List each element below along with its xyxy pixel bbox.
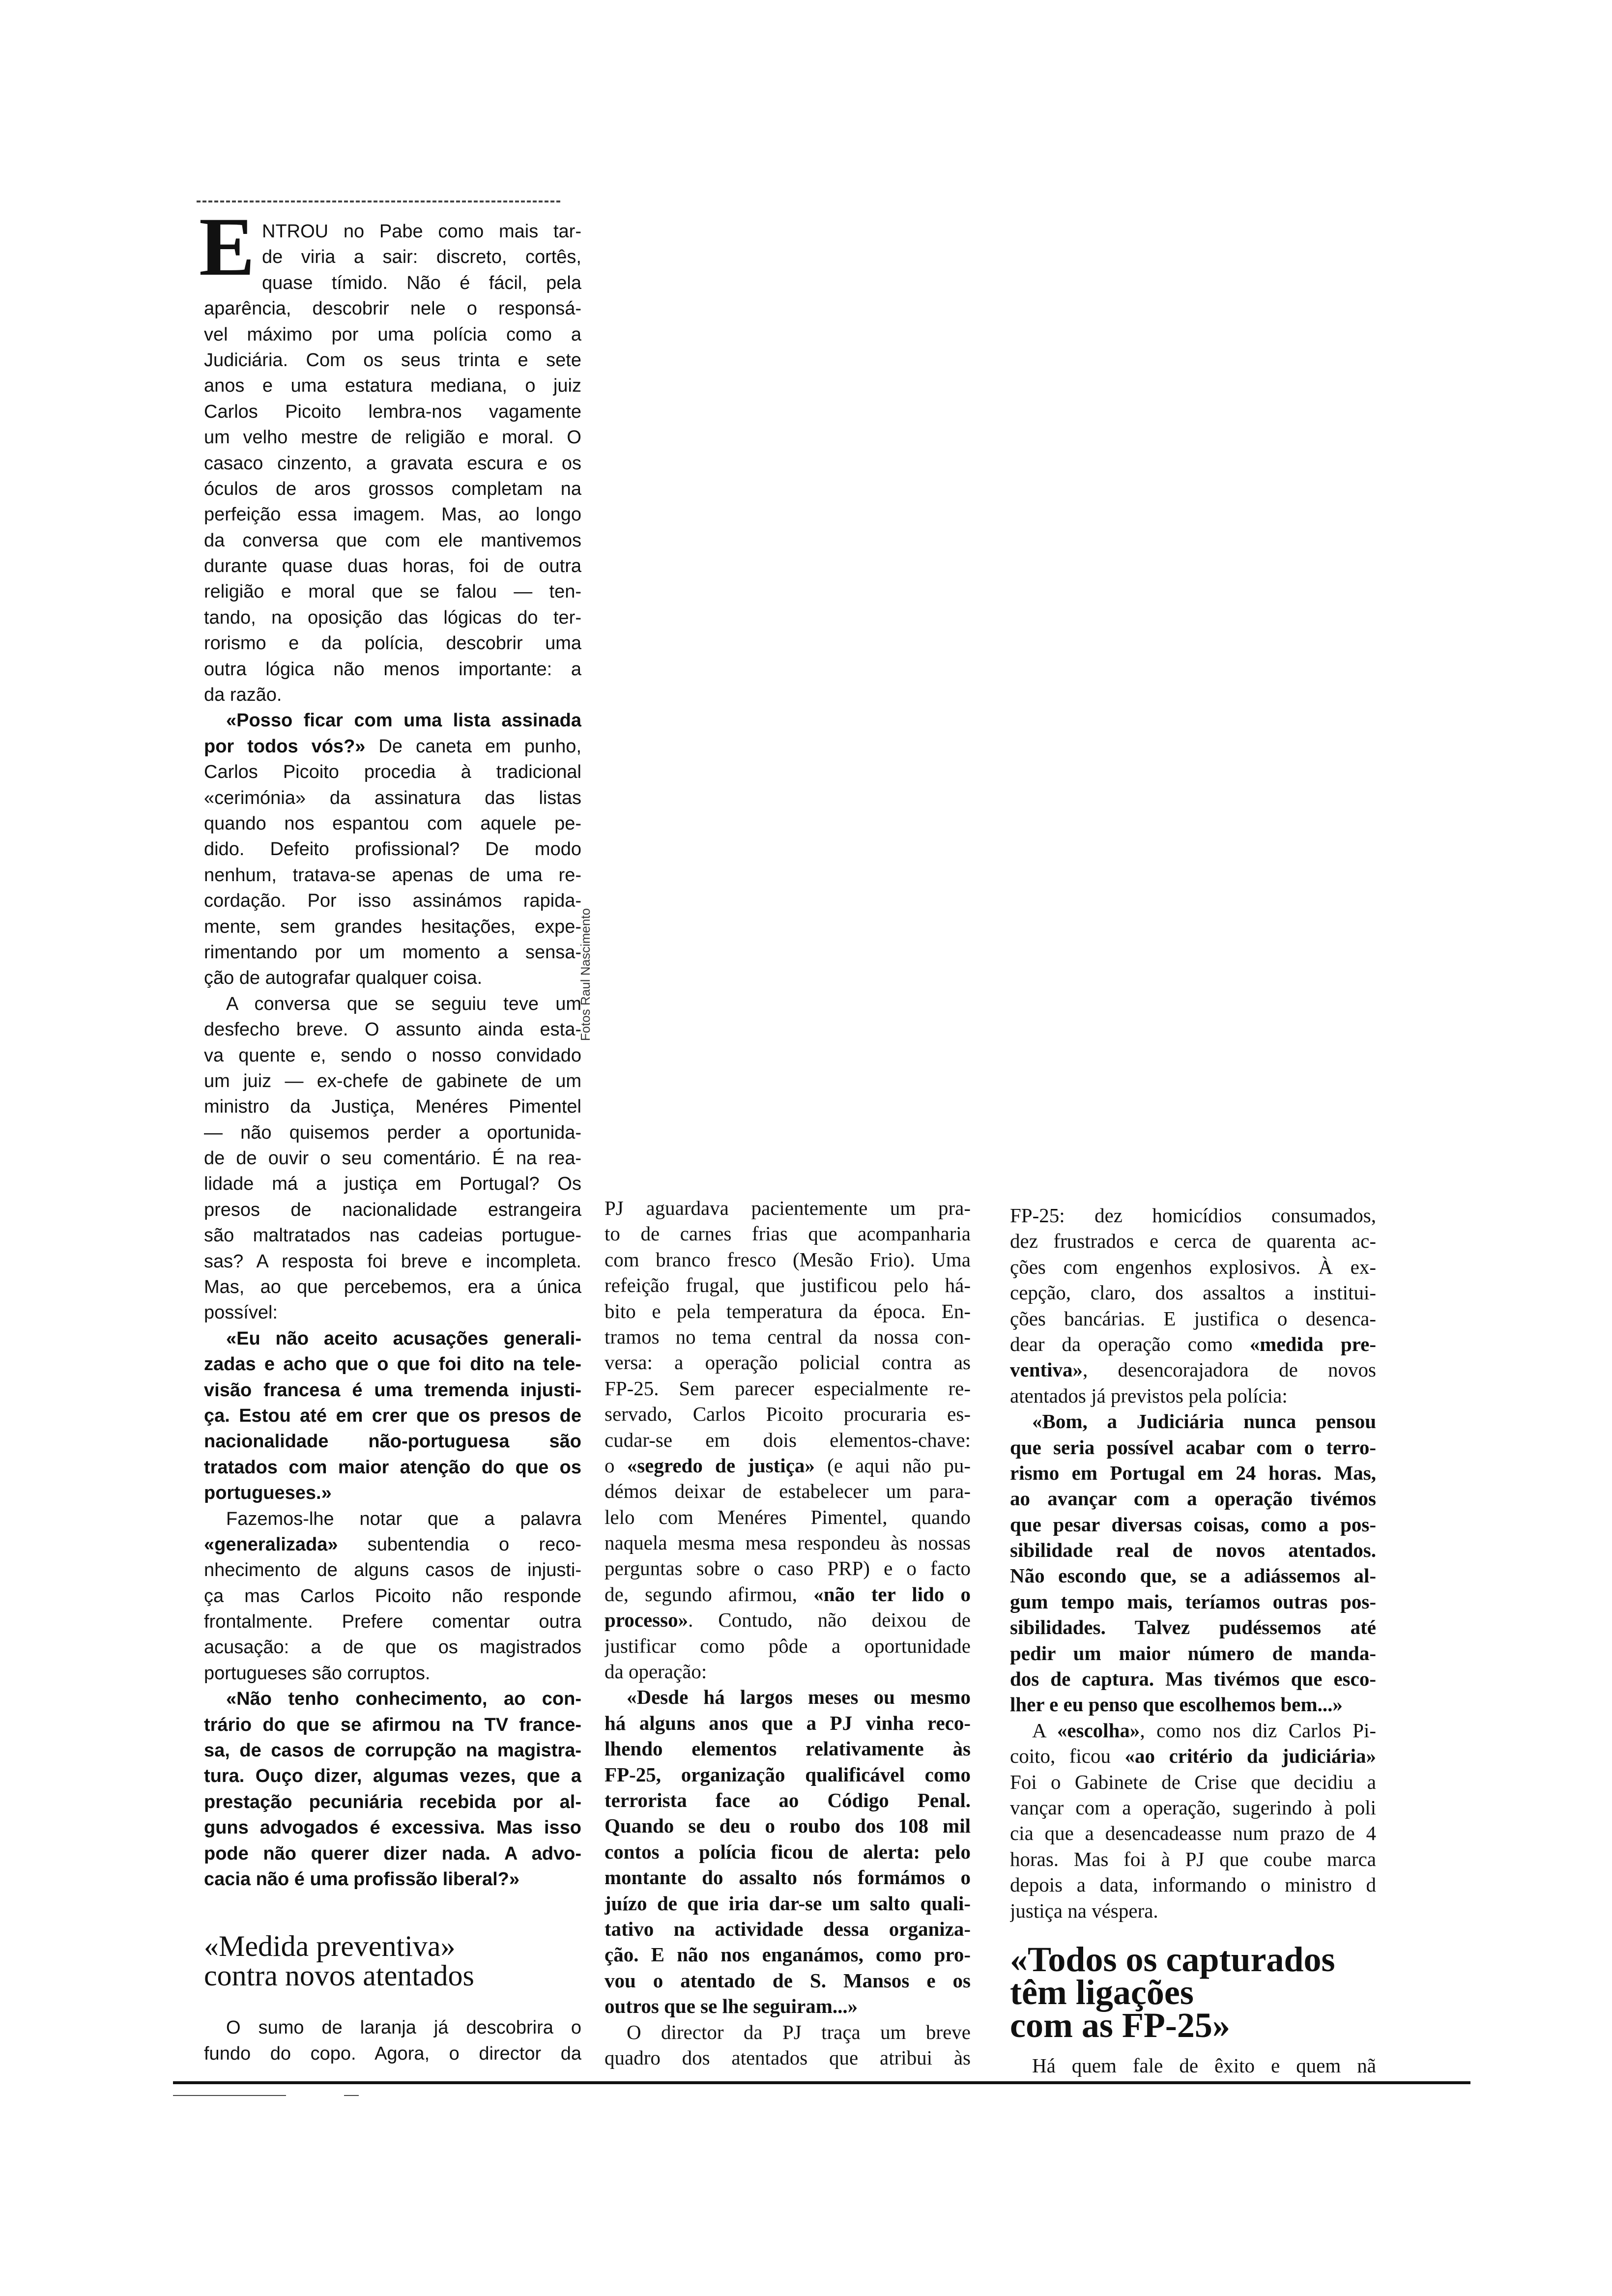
heading-line: têm ligações xyxy=(1010,1972,1194,2012)
text-line: dido. Defeito profissional? De modo xyxy=(204,839,581,860)
text-line: FP-25, organização qualificável como xyxy=(604,1763,971,1786)
text-line: juízo de que iria dar-se um salto quali- xyxy=(604,1892,971,1915)
bold-text: «Posso ficar com uma lista assinada xyxy=(226,710,581,731)
text-line: que pesar diversas coisas, como a pos- xyxy=(1010,1513,1376,1536)
text-line: trário do que se afirmou na TV france- xyxy=(204,1714,581,1735)
paragraph xyxy=(204,1686,581,1892)
paragraph xyxy=(1010,1203,1376,1408)
text-line: lidade má a justiça em Portugal? Os xyxy=(204,1174,581,1195)
text-line: dos de captura. Mas tivémos que esco- xyxy=(1010,1667,1376,1691)
text-segment: subentendia o reco- xyxy=(338,1534,581,1555)
text-line: nhecimento de alguns casos de injusti- xyxy=(204,1560,581,1581)
text-line: justificar como pôde a oportunidade xyxy=(604,1634,971,1657)
text-line: horas. Mas foi à PJ que coube marca xyxy=(1010,1847,1376,1870)
bold-text: «generalizada» xyxy=(204,1534,338,1555)
text-line: casaco cinzento, a gravata escura e os xyxy=(204,453,581,474)
text-line: frontalmente. Prefere comentar outra xyxy=(204,1611,581,1633)
text-line: pode não querer dizer nada. A advo- xyxy=(204,1843,581,1864)
text-line: guns advogados é excessiva. Mas isso xyxy=(204,1817,581,1838)
text-segment: , como nos diz Carlos Pi- xyxy=(1140,1719,1376,1742)
text-line: quase tímido. Não é fácil, pela xyxy=(262,272,581,293)
text-line: lhendo elementos relativamente às xyxy=(604,1737,971,1760)
article-column-1 xyxy=(204,219,581,2066)
text-line: cordação. Por isso assinámos rapida- xyxy=(204,890,581,912)
text-line: cia que a desencadeasse num prazo de 4 xyxy=(1010,1822,1376,1845)
text-line: sibilidades. Talvez pudéssemos até xyxy=(1010,1616,1376,1639)
text-line: Quando se deu o roubo dos 108 mil xyxy=(604,1814,971,1837)
text-line: cudar-se em dois elementos-chave: xyxy=(604,1428,971,1451)
text-line xyxy=(204,708,581,733)
text-line: Fazemos-lhe notar que a palavra xyxy=(226,1508,581,1529)
text-line: tramos no tema central da nossa con- xyxy=(604,1325,971,1348)
text-line: «Não tenho conhecimento, ao con- xyxy=(226,1689,581,1710)
text-line: um velho mestre de religião e moral. O xyxy=(204,427,581,448)
text-line: FP-25. Sem parecer especialmente re- xyxy=(604,1377,971,1400)
drop-cap: E xyxy=(199,201,255,293)
text-line xyxy=(1010,1331,1376,1357)
text-line: rismo em Portugal em 24 horas. Mas, xyxy=(1010,1461,1376,1484)
bottom-rule-short xyxy=(173,2095,286,2096)
text-line: há alguns anos que a PJ vinha reco- xyxy=(604,1711,971,1734)
text-line: FP-25: dez homicídios consumados, xyxy=(1010,1204,1376,1227)
text-line: são maltratados nas cadeias portugue- xyxy=(204,1225,581,1246)
text-line: fundo do copo. Agora, o director da xyxy=(204,2043,581,2064)
text-line: da razão. xyxy=(204,685,282,706)
text-line: ministro da Justiça, Menéres Pimentel xyxy=(204,1096,581,1118)
text-line: O sumo de laranja já descobrira o xyxy=(226,2017,581,2038)
text-segment: o xyxy=(604,1454,627,1477)
text-line: «Eu não aceito acusações generali- xyxy=(226,1328,581,1349)
bold-text: «escolha» xyxy=(1057,1719,1140,1742)
text-line: cacia não é uma profissão liberal?» xyxy=(204,1869,520,1890)
text-line: nacionalidade não-portuguesa são xyxy=(204,1431,581,1452)
paragraph xyxy=(204,1326,581,1506)
text-line: pedir um maior número de manda- xyxy=(1010,1641,1376,1665)
text-line: da conversa que com ele mantivemos xyxy=(204,530,581,551)
text-line: A conversa que se seguiu teve um xyxy=(226,993,581,1014)
text-line: tratados com maior atenção do que os xyxy=(204,1457,581,1478)
text-line: desfecho breve. O assunto ainda esta- xyxy=(204,1019,581,1040)
text-line xyxy=(604,1607,971,1633)
text-line: Judiciária. Com os seus trinta e sete xyxy=(204,349,581,371)
text-line: aparência, descobrir nele o responsá- xyxy=(204,298,581,319)
text-line: com branco fresco (Mesão Frio). Uma xyxy=(604,1248,971,1271)
text-line: terrorista face ao Código Penal. xyxy=(604,1788,971,1811)
text-line: Carlos Picoito lembra-nos vagamente xyxy=(204,401,581,422)
section-heading xyxy=(204,1931,581,1990)
text-line: ça mas Carlos Picoito não responde xyxy=(204,1585,581,1607)
text-line: presos de nacionalidade estrangeira xyxy=(204,1199,581,1220)
text-line: prestação pecuniária recebida por al- xyxy=(204,1791,581,1812)
bold-text: ventiva» xyxy=(1010,1358,1083,1381)
paragraph xyxy=(204,708,581,991)
paragraph xyxy=(204,2015,581,2066)
text-line: que seria possível acabar com o terro- xyxy=(1010,1435,1376,1459)
text-line: acusação: a de que os magistrados xyxy=(204,1637,581,1658)
text-line: de viria a sair: discreto, cortês, xyxy=(262,247,581,268)
text-line: da operação: xyxy=(604,1660,707,1683)
text-line: quando nos espantou com aquele pe- xyxy=(204,813,581,834)
text-line: possível: xyxy=(204,1302,278,1323)
text-line: justiça na véspera. xyxy=(1010,1899,1158,1922)
paragraph xyxy=(204,219,581,708)
section-heading xyxy=(1010,1939,1376,2045)
text-line: NTROU no Pabe como mais tar- xyxy=(262,221,581,242)
text-line: ções com engenhos explosivos. À ex- xyxy=(1010,1255,1376,1278)
text-line: dez frustrados e cerca de quarenta ac- xyxy=(1010,1230,1376,1253)
text-line: ça. Estou até em crer que os presos de xyxy=(204,1405,581,1426)
bottom-rule-dash xyxy=(344,2095,359,2096)
paragraph xyxy=(604,1195,971,1684)
text-line: ção. E não nos enganámos, como pro- xyxy=(604,1943,971,1966)
text-line: gum tempo mais, teríamos outras pos- xyxy=(1010,1590,1376,1613)
text-line: depois a data, informando o ministro d xyxy=(1010,1873,1376,1896)
article-column-3 xyxy=(1010,1203,1376,2078)
text-line: rorismo e da polícia, descobrir uma xyxy=(204,633,581,654)
text-line: um juiz — ex-chefe de gabinete de um xyxy=(204,1070,581,1091)
text-line: de de ouvir o seu comentário. É na rea- xyxy=(204,1148,581,1169)
text-line: vou o atentado de S. Mansos e os xyxy=(604,1969,971,1992)
paragraph xyxy=(1010,1718,1376,1923)
text-segment: coito, ficou xyxy=(1010,1745,1125,1768)
text-line: tura. Ouço dizer, algumas vezes, que a xyxy=(204,1766,581,1787)
text-line xyxy=(204,734,581,759)
text-line: quadro dos atentados que atribui às xyxy=(604,2046,971,2069)
bold-text: processo» xyxy=(604,1608,689,1632)
text-line: outra lógica não menos importante: a xyxy=(204,659,581,680)
paragraph xyxy=(204,991,581,1326)
text-line: Há quem fale de êxito e quem nã xyxy=(1032,2054,1376,2077)
text-segment: A xyxy=(1032,1719,1057,1742)
text-line: portugueses são corruptos. xyxy=(204,1663,431,1684)
heading-line: «Todos os capturados xyxy=(1010,1939,1335,1979)
photo-credit: Fotos Raul Nascimento xyxy=(578,908,593,1041)
text-line: durante quase duas horas, foi de outra xyxy=(204,556,581,577)
text-segment: de, segundo afirmou, xyxy=(604,1582,814,1606)
paragraph xyxy=(1010,1408,1376,1718)
paragraph xyxy=(204,1506,581,1687)
bold-text: «medida pre- xyxy=(1249,1332,1376,1355)
bold-text: por todos vós?» xyxy=(204,736,366,757)
text-line xyxy=(604,1453,971,1478)
text-line xyxy=(1010,1357,1376,1382)
text-line: atentados já previstos pela polícia: xyxy=(1010,1384,1288,1407)
text-line: perguntas sobre o caso PRP) e o facto xyxy=(604,1557,971,1580)
bold-text: «segredo de justiça» xyxy=(627,1454,815,1477)
text-line: servado, Carlos Picoito procuraria es- xyxy=(604,1403,971,1426)
text-line: PJ aguardava pacientemente um pra- xyxy=(604,1197,971,1219)
text-line: anos e uma estatura mediana, o juiz xyxy=(204,375,581,397)
text-line: perfeição essa imagem. Mas, ao longo xyxy=(204,504,581,525)
text-line: tativo na actividade dessa organiza- xyxy=(604,1917,971,1940)
text-line: zadas e acho que o que foi dito na tele- xyxy=(204,1354,581,1375)
text-line: ção de autografar qualquer coisa. xyxy=(204,968,483,989)
paragraph xyxy=(604,1684,971,2019)
text-line: tando, na oposição das lógicas do ter- xyxy=(204,607,581,628)
text-line: vançar com a operação, sugerindo à poli xyxy=(1010,1796,1376,1819)
text-line: ao avançar com a operação tivémos xyxy=(1010,1487,1376,1510)
text-line: contos a polícia ficou de alerta: pelo xyxy=(604,1840,971,1863)
paragraph xyxy=(604,2019,971,2071)
text-line: montante do assalto nós formámos o xyxy=(604,1866,971,1889)
text-line: nenhum, tratava-se apenas de uma re- xyxy=(204,864,581,886)
text-line: O director da PJ traça um breve xyxy=(627,2020,971,2043)
bold-text: «ao critério da judiciária» xyxy=(1124,1745,1376,1768)
heading-line: «Medida preventiva» xyxy=(204,1930,456,1963)
text-line: Mas, ao que percebemos, era a única xyxy=(204,1277,581,1298)
text-line: cepção, claro, dos assaltos a institui- xyxy=(1010,1281,1376,1304)
text-line: religião e moral que se falou — ten- xyxy=(204,581,581,603)
text-line: to de carnes frias que acompanharia xyxy=(604,1222,971,1245)
text-line: rimentando por um momento a sensa- xyxy=(204,942,581,963)
text-line: «Bom, a Judiciária nunca pensou xyxy=(1032,1410,1376,1433)
text-line xyxy=(1010,1718,1376,1743)
text-line: démos deixar de estabelecer um para- xyxy=(604,1480,971,1503)
text-line: «cerimónia» da assinatura das listas xyxy=(204,787,581,808)
text-segment: (e aqui não pu- xyxy=(814,1454,971,1477)
text-line: bito e pela temperatura da época. En- xyxy=(604,1299,971,1322)
text-line: portugueses.» xyxy=(204,1483,332,1504)
text-line: Carlos Picoito procedia à tradicional xyxy=(204,762,581,783)
text-line: versa: a operação policial contra as xyxy=(604,1351,971,1374)
text-segment: , desencorajadora de novos xyxy=(1083,1358,1376,1381)
text-line: vel máximo por uma polícia como a xyxy=(204,324,581,345)
text-line: Foi o Gabinete de Crise que decidiu a xyxy=(1010,1770,1376,1793)
text-line: sa, de casos de corrupção na magistra- xyxy=(204,1740,581,1761)
bottom-rule xyxy=(173,2081,1470,2084)
heading-line: com as FP-25» xyxy=(1010,2005,1230,2045)
text-line: lher e eu penso que escolhemos bem...» xyxy=(1010,1693,1343,1716)
text-line: outros que se lhe seguiram...» xyxy=(604,1995,858,2018)
text-line: — não quisemos perder a oportunida- xyxy=(204,1122,581,1143)
text-line xyxy=(604,1581,971,1607)
text-segment: . Contudo, não deixou de xyxy=(688,1608,971,1632)
heading-line: contra novos atentados xyxy=(204,1959,474,1992)
text-line: mente, sem grandes hesitações, expe- xyxy=(204,916,581,937)
text-line: naquela mesma mesa respondeu às nossas xyxy=(604,1531,971,1554)
article-column-2 xyxy=(604,1195,971,2070)
text-line: visão francesa é uma tremenda injusti- xyxy=(204,1379,581,1401)
text-line xyxy=(204,1532,581,1557)
paragraph xyxy=(1010,2053,1376,2078)
text-line: refeição frugal, que justificou pelo há- xyxy=(604,1274,971,1297)
text-line: va quente e, sendo o nosso convidado xyxy=(204,1045,581,1066)
text-line: «Desde há largos meses ou mesmo xyxy=(627,1686,971,1709)
text-line: sas? A resposta foi breve e incompleta. xyxy=(204,1251,581,1272)
text-line: sibilidade real de novos atentados. xyxy=(1010,1539,1376,1562)
text-line: Não escondo que, se a adiássemos al- xyxy=(1010,1564,1376,1587)
text-segment: De caneta em punho, xyxy=(365,736,581,757)
bold-text: «não ter lido o xyxy=(813,1582,971,1606)
text-line xyxy=(1010,1743,1376,1769)
text-segment: dear da operação como xyxy=(1010,1332,1250,1355)
text-line: lelo com Menéres Pimentel, quando xyxy=(604,1505,971,1528)
text-line: ções bancárias. E justifica o desenca- xyxy=(1010,1307,1376,1330)
text-line: óculos de aros grossos completam na xyxy=(204,478,581,499)
